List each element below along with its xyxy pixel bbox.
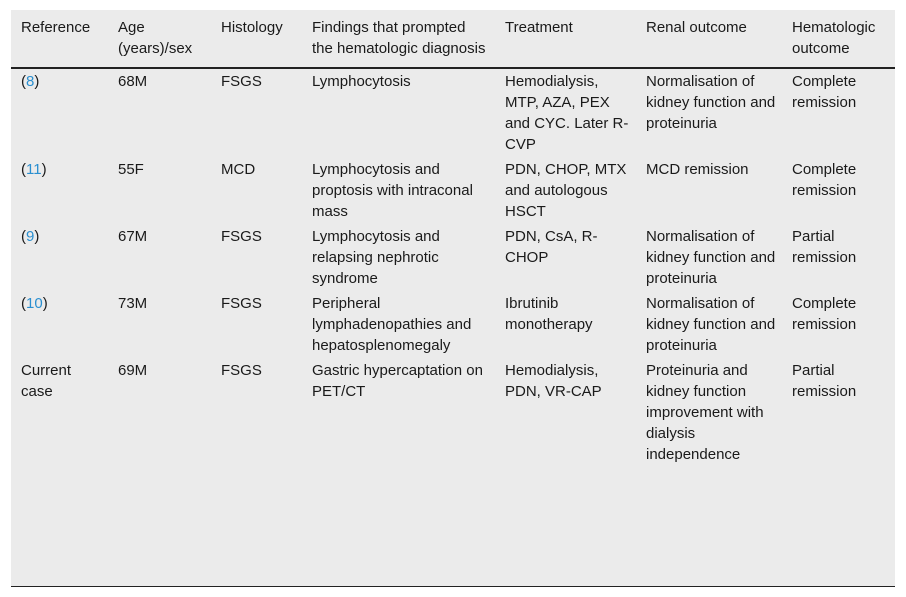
header-age-sex: Age (years)/sex [108, 10, 211, 68]
reference-cell [11, 157, 108, 224]
age-sex-cell: 69M [118, 362, 148, 379]
header-histology: Histology [211, 10, 302, 68]
hematologic-outcome-cell: Complete remission [792, 73, 857, 111]
table-row [11, 358, 895, 467]
reference-paren-open: ( [21, 228, 26, 245]
treatment-cell: Hemodialysis, PDN, VR-CAP [505, 362, 602, 400]
age-sex-cell: 68M [118, 73, 148, 90]
findings-cell: Lymphocytosis and proptosis with intraconal mass [312, 161, 473, 220]
table-row [11, 157, 895, 224]
reference-link[interactable]: 11 [26, 161, 42, 178]
comparison-table-panel [11, 10, 895, 587]
table-row [11, 68, 895, 157]
reference-link[interactable]: 9 [26, 228, 35, 245]
histology-cell: MCD [221, 161, 256, 178]
reference-cell [11, 68, 108, 157]
reference-paren-open: ( [21, 161, 26, 178]
renal-outcome-cell: Normalisation of kidney function and proteinuria [646, 228, 776, 287]
reference-link[interactable]: 8 [26, 73, 35, 90]
table-row [11, 291, 895, 358]
table-row [11, 224, 895, 291]
reference-paren-close: ) [42, 295, 48, 312]
histology-cell: FSGS [221, 362, 262, 379]
histology-cell: FSGS [221, 73, 262, 90]
treatment-cell: PDN, CHOP, MTX and autologous HSCT [505, 161, 627, 220]
header-row [11, 10, 895, 68]
reference-cell [11, 224, 108, 291]
treatment-cell: Hemodialysis, MTP, AZA, PEX and CYC. Later R-CVP [505, 73, 629, 153]
histology-cell: FSGS [221, 228, 262, 245]
renal-outcome-cell: Normalisation of kidney function and proteinuria [646, 295, 776, 354]
findings-cell: Gastric hypercaptation on PET/CT [312, 362, 483, 400]
table-header [11, 10, 895, 68]
header-treatment: Treatment [495, 10, 636, 68]
hematologic-outcome-cell: Complete remission [792, 161, 857, 199]
reference-cell [11, 291, 108, 358]
reference-paren-close: ) [34, 73, 40, 90]
case-comparison-table [11, 10, 895, 467]
histology-cell: FSGS [221, 295, 262, 312]
hematologic-outcome-cell: Complete remission [792, 295, 857, 333]
age-sex-cell: 73M [118, 295, 148, 312]
header-reference: Reference [11, 10, 108, 68]
age-sex-cell: 67M [118, 228, 148, 245]
reference-paren-close: ) [34, 228, 40, 245]
reference-paren-close: ) [41, 161, 47, 178]
renal-outcome-cell: MCD remission [646, 161, 749, 178]
findings-cell: Lymphocytosis [312, 73, 411, 90]
reference-paren-open: ( [21, 295, 26, 312]
findings-cell: Peripheral lymphadenopathies and hepatosplenomegaly [312, 295, 472, 354]
header-hematologic-outcome: Hematologic outcome [782, 10, 895, 68]
renal-outcome-cell: Proteinuria and kidney function improvement with dialysis independence [646, 362, 764, 463]
hematologic-outcome-cell: Partial remission [792, 228, 857, 266]
age-sex-cell: 55F [118, 161, 144, 178]
header-renal-outcome: Renal outcome [636, 10, 782, 68]
renal-outcome-cell: Normalisation of kidney function and proteinuria [646, 73, 776, 132]
hematologic-outcome-cell: Partial remission [792, 362, 857, 400]
reference-paren-open: ( [21, 73, 26, 90]
treatment-cell: Ibrutinib monotherapy [505, 295, 593, 333]
header-findings: Findings that prompted the hematologic diagnosis [302, 10, 495, 68]
treatment-cell: PDN, CsA, R-CHOP [505, 228, 598, 266]
reference-cell: Current case [21, 362, 72, 400]
reference-link[interactable]: 10 [26, 295, 43, 312]
table-body [11, 68, 895, 467]
findings-cell: Lymphocytosis and relapsing nephrotic syndrome [312, 228, 440, 287]
